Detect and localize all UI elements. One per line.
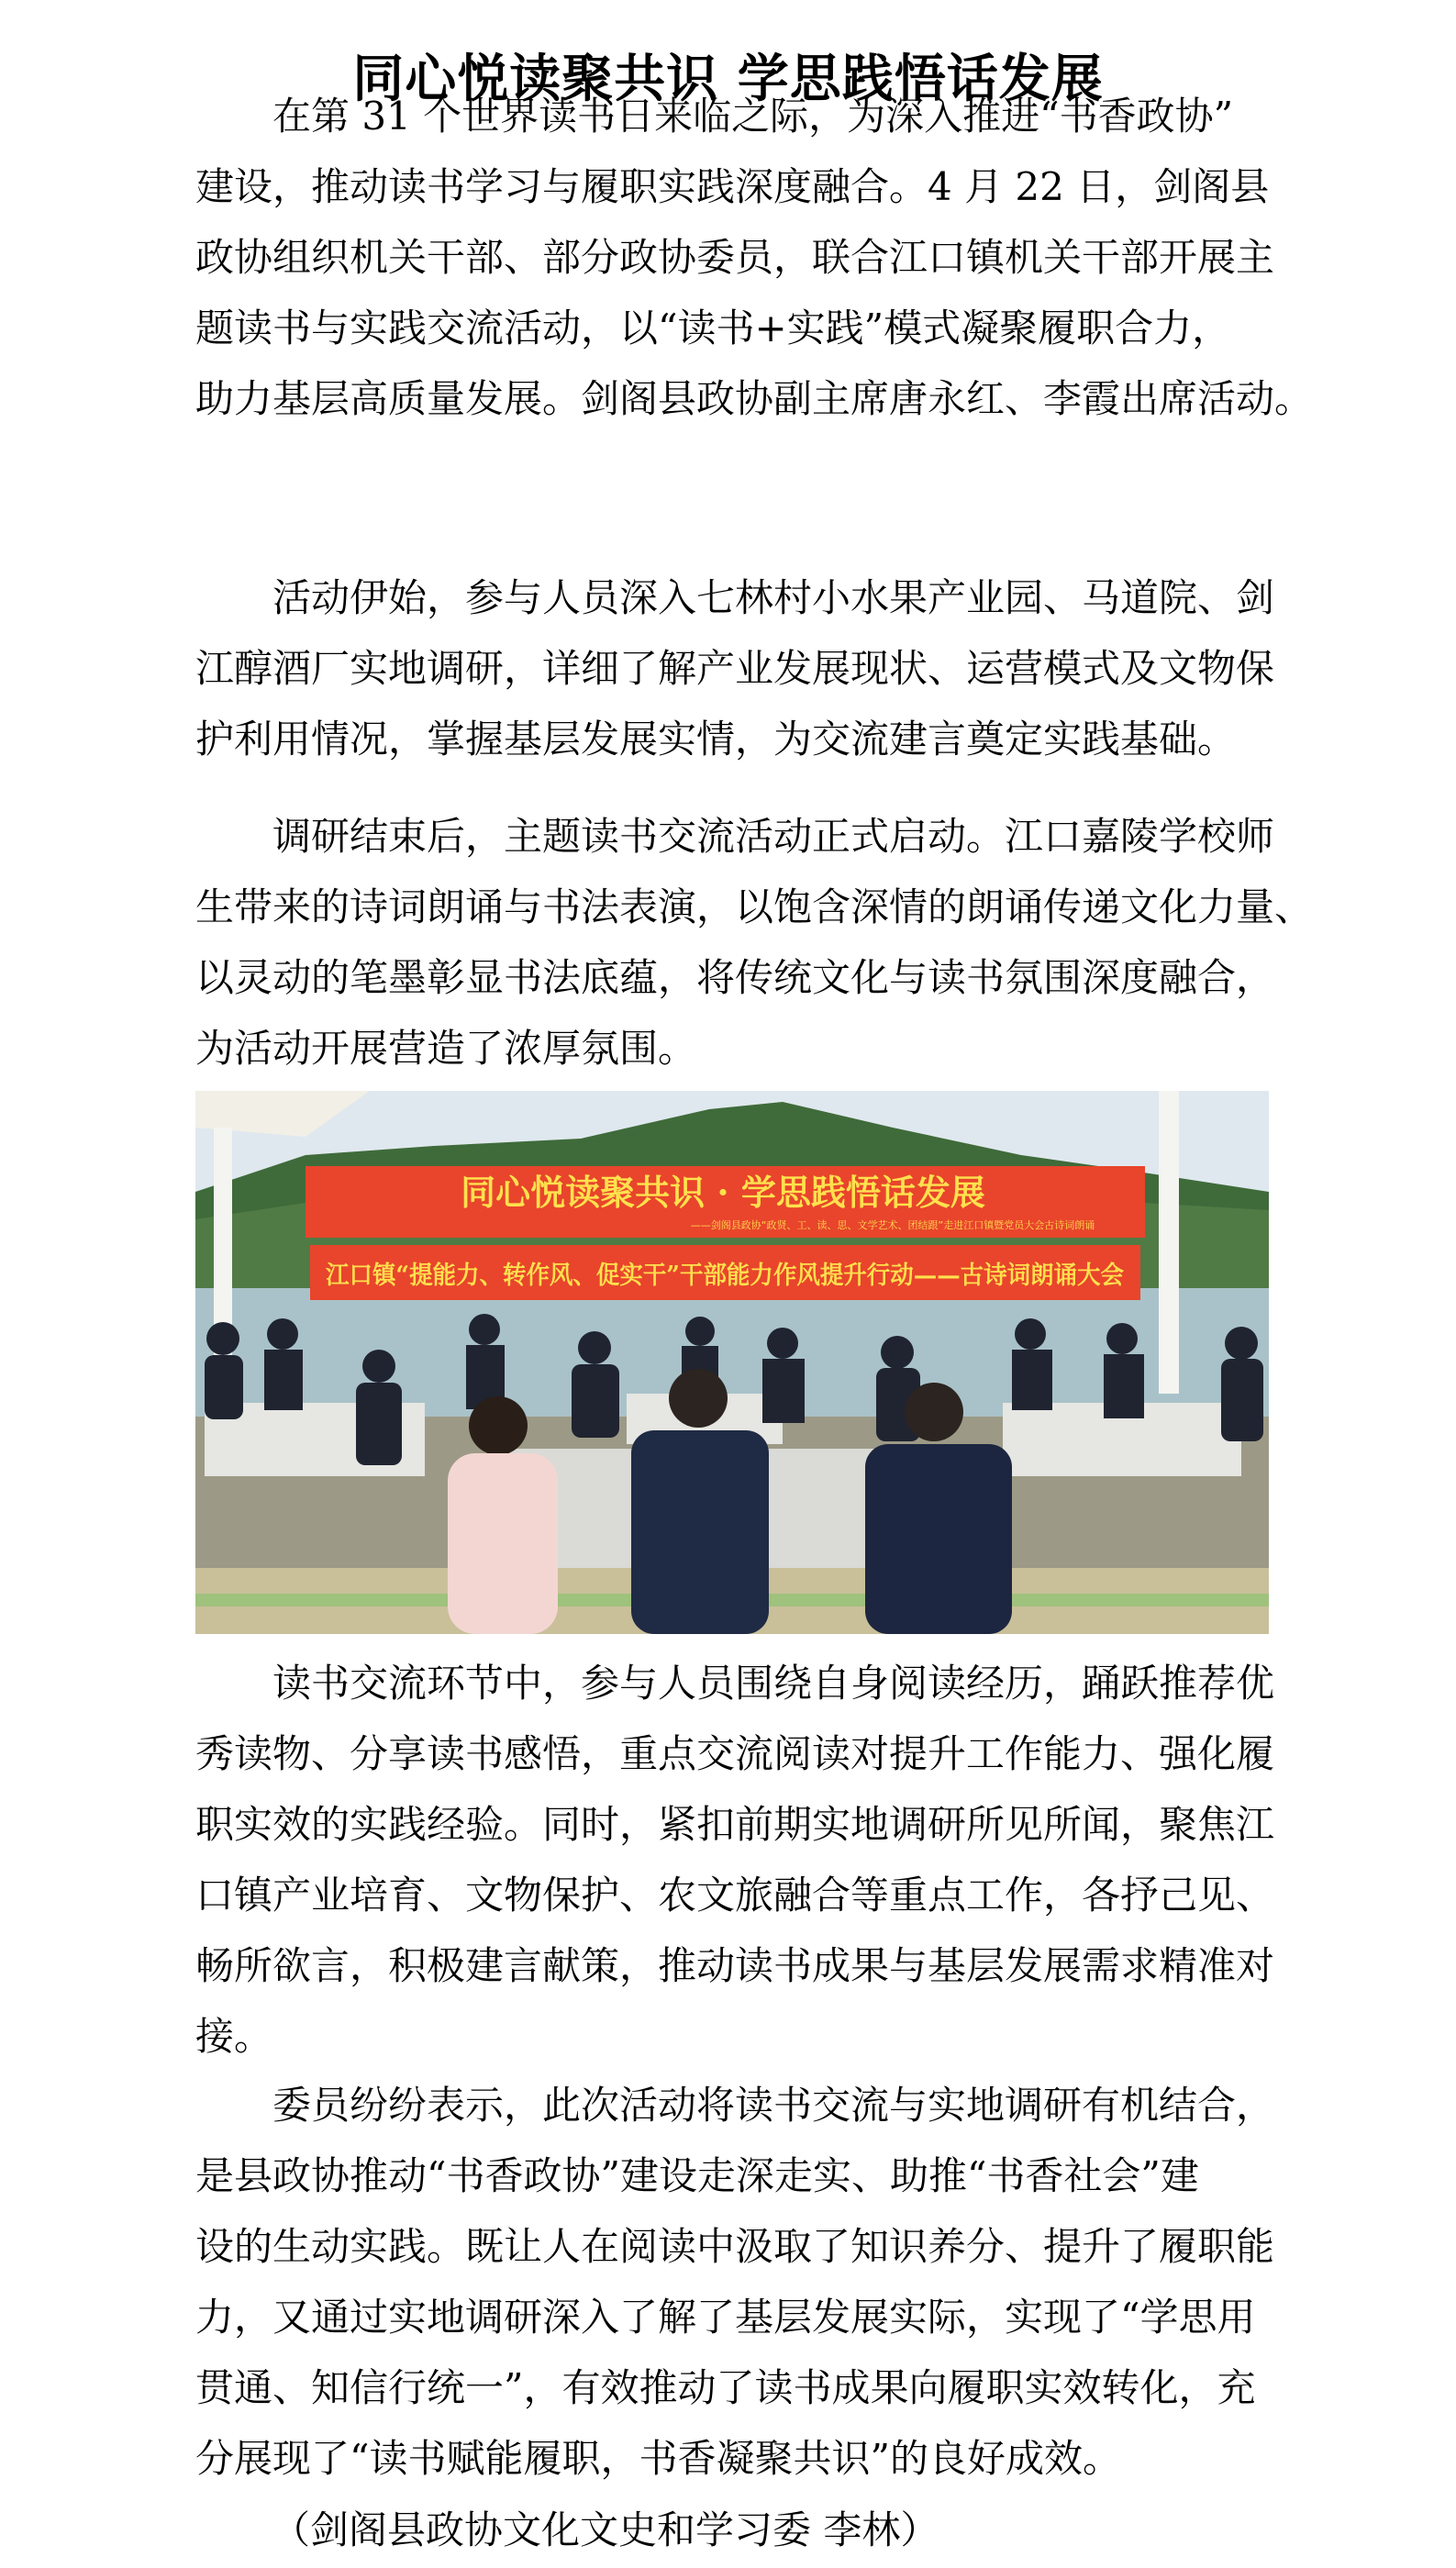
text-line: 为活动开展营造了浓厚氛围。	[195, 1026, 697, 1071]
text-line: 口镇产业培育、文物保护、农文旅融合等重点工作，各抒己见、	[195, 1873, 1275, 1918]
text-line: 以灵动的笔墨彰显书法底蕴，将传统文化与读书氛围深度融合，	[195, 955, 1275, 1000]
text-line: 政协组织机关干部、部分政协委员，联合江口镇机关干部开展主	[195, 235, 1275, 280]
text-line: 力，又通过实地调研深入了解了基层发展实际，实现了“学思用	[195, 2295, 1256, 2340]
text-line: 活动伊始，参与人员深入七林村小水果产业园、马道院、剑	[272, 575, 1275, 620]
paragraph-3	[195, 801, 1314, 1084]
text-line: 护利用情况，掌握基层发展实情，为交流建言奠定实践基础。	[195, 717, 1237, 762]
banner-top-text: 同心悦读聚共识 · 学思践悟话发展	[461, 1172, 985, 1213]
text-line: 建设，推动读书学习与履职实践深度融合。4 月 22 日，剑阁县	[195, 164, 1270, 209]
text-line: 设的生动实践。既让人在阅读中汲取了知识养分、提升了履职能	[195, 2224, 1275, 2269]
paragraph-5	[195, 2070, 1296, 2494]
text-line: 助力基层高质量发展。剑阁县政协副主席唐永红、李霞出席活动。	[195, 376, 1314, 421]
article-title: 同心悦读聚共识 学思践悟话发展	[352, 48, 1104, 109]
paragraph-4	[195, 1648, 1296, 2072]
event-photo	[195, 1091, 1269, 1634]
text-line: 贯通、知信行统一”，有效推动了读书成果向履职实效转化，充	[195, 2365, 1256, 2410]
event-photo-illustration	[195, 1091, 1269, 1634]
text-line: 秀读物、分享读书感悟，重点交流阅读对提升工作能力、强化履	[195, 1731, 1275, 1776]
text-line: 职实效的实践经验。同时，紧扣前期实地调研所见所闻，聚焦江	[195, 1802, 1275, 1847]
paragraph-1	[195, 81, 1314, 434]
text-line: 委员纷纷表示，此次活动将读书交流与实地调研有机结合，	[272, 2083, 1275, 2128]
text-line: 是县政协推动“书香政协”建设走深走实、助推“书香社会”建	[195, 2153, 1199, 2198]
banner-bottom-text: 江口镇“提能力、转作风、促实干”干部能力作风提升行动——古诗词朗诵大会	[326, 1262, 1173, 1290]
text-line: 调研结束后，主题读书交流活动正式启动。江口嘉陵学校师	[272, 814, 1275, 859]
author-credit: （剑阁县政协文化文史和学习委 李林）	[272, 2507, 939, 2552]
banner-top-subtext: ——剑阁县政协“政贤、工、读、思、文学艺术、团结跟”走进江口镇暨党员大会古诗词朗诵	[690, 1219, 1095, 1231]
text-line: 接。	[195, 2014, 273, 2059]
text-line: 在第 31 个世界读书日来临之际，为深入推进“书香政协”	[272, 94, 1234, 139]
text-line: 分展现了“读书赋能履职，书香凝聚共识”的良好成效。	[195, 2436, 1121, 2481]
text-line: 畅所欲言，积极建言献策，推动读书成果与基层发展需求精准对	[195, 1943, 1275, 1988]
text-line: 题读书与实践交流活动，以“读书+实践”模式凝聚履职合力，	[195, 306, 1231, 350]
paragraph-2	[195, 562, 1296, 774]
text-line: 江醇酒厂实地调研，详细了解产业发展现状、运营模式及文物保	[195, 646, 1275, 691]
text-line: 生带来的诗词朗诵与书法表演，以饱含深情的朗诵传递文化力量、	[195, 884, 1314, 929]
text-line: 读书交流环节中，参与人员围绕自身阅读经历，踊跃推荐优	[272, 1661, 1275, 1706]
